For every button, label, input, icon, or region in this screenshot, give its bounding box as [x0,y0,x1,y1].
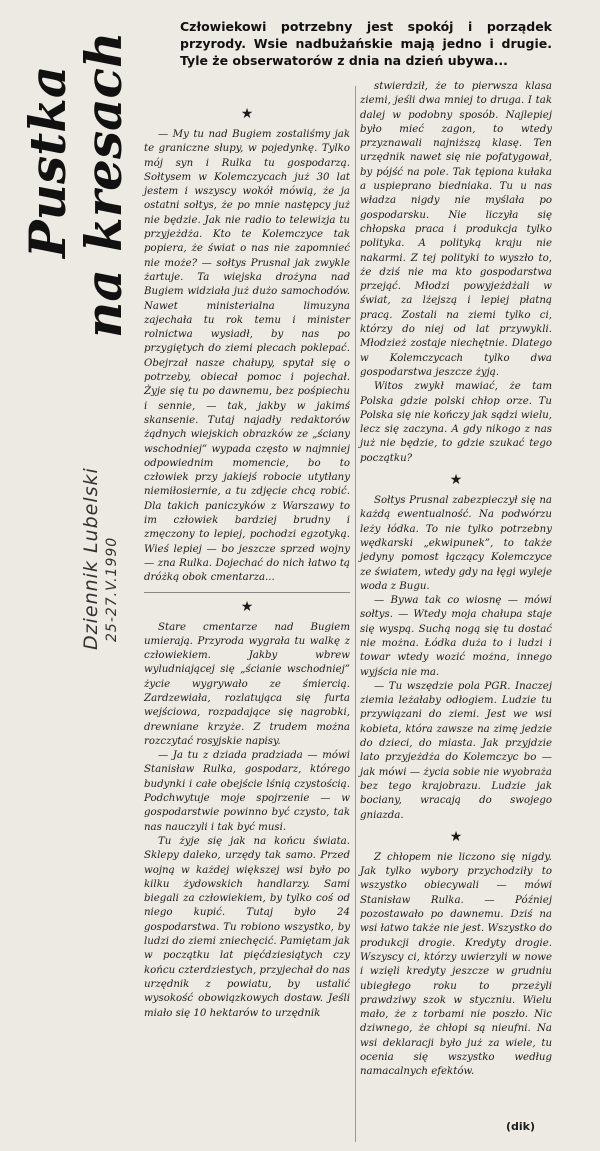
paragraph: Tu żyje się jak na końcu świata. Sklepy daleko, urzędy tak samo. Przed wojną w każdej większej wsi było po kilku żydowskich handlarzy. Sami biegali za człowiekiem, by tylko coś od niego kupić. Tutaj było 24 gospodarstwa. Tu robiono wszystko, by ludzi do ziemi zniechęcić. Pamiętam jak w początku lat pięćdziesiątych czy końcu czterdziestych, przyjechał do nas urzędnik z powiatu, by ustalić wysokość obowiązkowych dostaw. Jeśli miało się 10 hektarów to urzędnik [144,835,350,1019]
section-star: ★ [449,828,463,845]
paragraph: — Tu wszędzie pola PGR. Inaczej ziemia leżałaby odłogiem. Ludzie tu przywiązani do ziemi. Jest we wsi kobieta, która zawsze na zimę jedzie do dzieci, do miasta. Jak przyjdzie lato przyjeżdża do Kolemczyc bo — jak mówi — życia sobie nie wyobraża bez tego krajobrazu. Ludzie jak bociany, wracają do swojego gniazda. [360,680,552,821]
column-left [144,100,350,1021]
column-right [360,80,552,1080]
section-star: ★ [240,106,254,122]
section-star: ★ [240,598,254,615]
title-line-2: na kresach [74,31,133,338]
paragraph: — Bywa tak co wiosnę — mówi sołtys. — Wtedy moja chałupa staje się wyspą. Suchą nogą się tu dostać nie można. Łódka duża to i ludzi i towar wtedy wozić można, innego wyjścia nie ma. [360,595,552,678]
paragraph: stwierdził, że to pierwsza klasa ziemi, jeśli dwa mniej to druga. I tak dalej w podobny sposób. Najlepiej było mieć zagon, to wtedy przyznawali najniższą klasę. Ten urzędnik nawet się nie pofatygował, by pójść na pole. Tak tępiona kułaka a uspieprano biedniaka. Tu u nas władza nigdy nie myślała po gospodarsku. Nie liczyła się chłopska praca i produkcja tylko polityka. A polityką kraju nie nakarmi. Z tej polityki to wyszło to, że dziś nie ma kto gospodarstwa przejąć. Młodzi powyjeżdżali w świat, za lżejszą i lepiej płatną pracą. Zostali na ziemi tylko ci, którzy do niej od lat przywykli. Młodzież zostaje niechętnie. Dlatego w Kolemczycach tylko dwa gospodarstwa jeszcze żyją. [360,81,552,378]
paragraph: Sołtys Prusnal zabezpieczył się na każdą ewentualność. Na podwórzu leży łódka. To nie tylko potrzebny wędkarski „ekwipunek”, to także jedyny pomost łączący Kolemczyce ze światem, wtedy gdy na łęgi wyleje woda z Bugu. [360,495,552,592]
title-line-1: Pustka [18,65,77,258]
section-star: ★ [449,472,463,489]
paragraph: — My tu nad Bugiem zostaliśmy jak te graniczne słupy, w pojedynkę. Tylko mój syn i Rulka tu gospodarzą. Sołtysem w Kolemczycach już 30 lat jestem i wszyscy wokół mówią, że ja ostatni sołtys, że po mnie następcy już nie będzie. Jak nie radio to telewizja tu przyjeżdża. Kto te Kolemczyce tak popiera, że świat o nas nie zapomnieć nie może? — sołtys Prusnal jak zwykle żartuje. Ta wiejska drożyna nad Bugiem widziała już dużo samochodów. Nawet ministerialna limuzyna zajechała tu rok temu i minister rolnictwa wysiadł, by nas po przygiętych do ziemi plecach poklepać. Obejrzał nasze chałupy, spytał się o potrzeby, obiecał pomoc i pojechał. Żyje się tu po dawnemu, bez pośpiechu i sennie, — tak, jakby w jakimś skansenie. Tutaj najadły redaktorów żądnych wiejskich obrazków ze „ściany wschodniej” wypada często w najmniej odpowiednim momencie, bo to człowiek przy jakiejś robocie utytłany niemiłosiernie, a tu zdjęcie chcą robić. Dla takich paniczyków z Warszawy to im człowiek bardziej brudny i zmęczony to lepiej, pochodzi egzotyką. Wieś lepiej — bo jeszcze sprzed wojny — zna Rulka. Dojechać do nich łatwo tą dróżką obok cmentarza... [144,129,350,584]
article-title [14,8,133,338]
divider [144,592,350,593]
lead-paragraph: Człowiekowi potrzebny jest spokój i porządek przyrody. Wsie nadbużańskie mają jedno i drugie. Tyle że obserwatorów z dnia na dzień ubywa... [180,19,552,68]
source-paper: Dziennik Lubelski [80,467,102,650]
handwritten-source-note [80,380,130,660]
paragraph: Stare cmentarze nad Bugiem umierają. Przyroda wygrała tu walkę z człowiekiem. Jakby wbrew wyludniającej się „ścianie wschodniej” życie wygrywało ze śmiercią. Zardzewiała, rozlatująca się furta wejściowa, rozpadające się nagrobki, drewniane krzyże. Z trudem można rozczytać rosyjskie napisy. [144,621,350,747]
paragraph: — Ja tu z dziada pradziada — mówi Stanisław Rulka, gospodarz, którego budynki i całe obejście lśnią czystością. Podchwytuje moje spojrzenie — w gospodarstwie powinno być czysto, tak nas nauczyli i tak być musi. [144,750,350,833]
byline: (dik) [506,1120,536,1133]
column-divider [355,86,356,1142]
paragraph: Witos zwykł mawiać, że tam Polska gdzie polski chłop orze. Tu Polska się nie kończy jak sądzi wielu, lecz się zaczyna. A gdy nikogo z nas już nie będzie, to gdzie szukać tego początku? [360,381,552,464]
paragraph: Z chłopem nie liczono się nigdy. Jak tylko wybory przychodziły to wszystko obiecywali — mówi Stanisław Rulka. — Później pozostawało po dawnemu. Dziś na wsi łatwo także nie jest. Wszystko do produkcji drogie. Kredyty drogie. Wszyscy ci, którzy uwierzyli w nowe i wzięli kredyty jeszcze w grudniu ubiegłego roku to przeżyli prawdziwy szok w styczniu. Wielu mało, że z torbami nie poszło. Nic dziwnego, że chłopi są nieufni. Na wsi deklaracji było już za wiele, tu ocenia się wszystko według namacalnych efektów. [360,851,552,1078]
source-date: 25-27.V.1990 [104,536,120,642]
